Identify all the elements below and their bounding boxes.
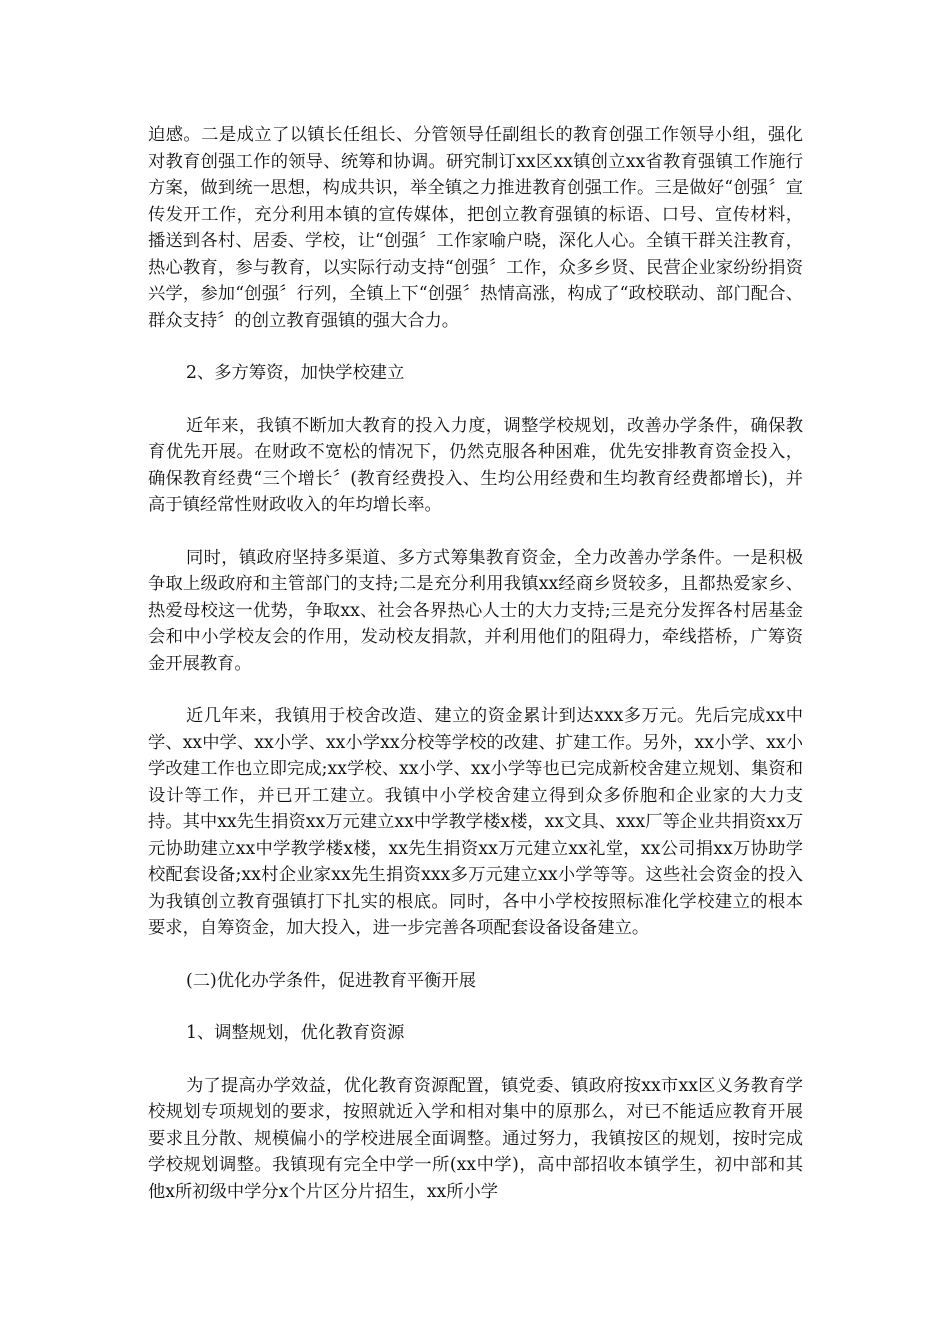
section-heading-adjust-planning: 1、调整规划，优化教育资源: [186, 1023, 405, 1043]
paragraph-investment: 近年来，我镇不断加大教育的投入力度，调整学校规划，改善办学条件，确保教育优先开展。在财政不宽松的情况下，仍然克服各种困难，优先安排教育资金投入，确保教育经费“三个增长〞(教育经费投入、生均公用经费和生均教育经费都增长)，并高于镇经常性财政收入的年均增长率。: [148, 415, 803, 515]
paragraph-school-construction: 近几年来，我镇用于校舍改造、建立的资金累计到达xxx多万元。先后完成xx中学、xx中学、xx小学、xx小学xx分校等学校的改建、扩建工作。另外，xx小学、xx小学改建工作也立即完成;xx学校、xx小学、xx小学等也已完成新校舍建立规划、集资和设计等工作，并已开工建立。我镇中小学校舍建立得到众多侨胞和企业家的大力支持。其中xx先生捐资xx万元建立xx中学教学楼x楼，xx文具、xxx厂等企业共捐资xx万元协助建立xx中学教学楼x楼，xx先生捐资xx万元建立xx礼堂，xx公司捐xx万协助学校配套设备;xx村企业家xx先生捐资xxx多万元建立xx小学等等。这些社会资金的投入为我镇创立教育强镇打下扎实的根底。同时，各中小学校按照标准化学校建立的根本要求，自筹资金，加大投入，进一步完善各项配套设备设备建立。: [148, 706, 803, 938]
document-page: [148, 122, 803, 1231]
section-heading-optimize-conditions: (二)优化办学条件，促进教育平衡开展: [186, 970, 476, 991]
paragraph-multi-channel-funding: 同时，镇政府坚持多渠道、多方式筹集教育资金，全力改善办学条件。一是积极争取上级政府和主管部门的支持;二是充分利用我镇xx经商乡贤较多，且都热爱家乡、热爱母校这一优势，争取xx、社会各界热心人士的大力支持;三是充分发挥各村居基金会和中小学校友会的作用，发动校友捐款，并利用他们的阻碍力，牵线搭桥，广筹资金开展教育。: [148, 547, 803, 674]
section-heading-fundraising: 2、多方筹资，加快学校建立: [186, 363, 405, 383]
paragraph-resource-allocation: 为了提高办学效益，优化教育资源配置，镇党委、镇政府按xx市xx区义务教育学校规划专项规划的要求，按照就近入学和相对集中的原那么，对已不能适应教育开展要求且分散、规模偏小的学校进展全面调整。通过努力，我镇按区的规划，按时完成学校规划调整。我镇现有完全中学一所(xx中学)，高中部招收本镇学生，初中部和其他x所初级中学分x个片区分片招生，xx所小学: [148, 1075, 803, 1202]
paragraph-intro-continued: 迫感。二是成立了以镇长任组长、分管领导任副组长的教育创强工作领导小组，强化对教育创强工作的领导、统筹和协调。研究制订xx区xx镇创立xx省教育强镇工作施行方案，做到统一思想，构成共识，举全镇之力推进教育创强工作。三是做好“创强〞宣传发开工作，充分利用本镇的宣传媒体，把创立教育强镇的标语、口号、宣传材料，播送到各村、居委、学校，让“创强〞工作家喻户晓，深化人心。全镇干群关注教育，热心教育，参与教育，以实际行动支持“创强〞工作，众多乡贤、民营企业家纷纷捐资兴学，参加“创强〞行列，全镇上下“创强〞热情高涨，构成了“政校联动、部门配合、群众支持〞的创立教育强镇的强大合力。: [148, 125, 803, 331]
